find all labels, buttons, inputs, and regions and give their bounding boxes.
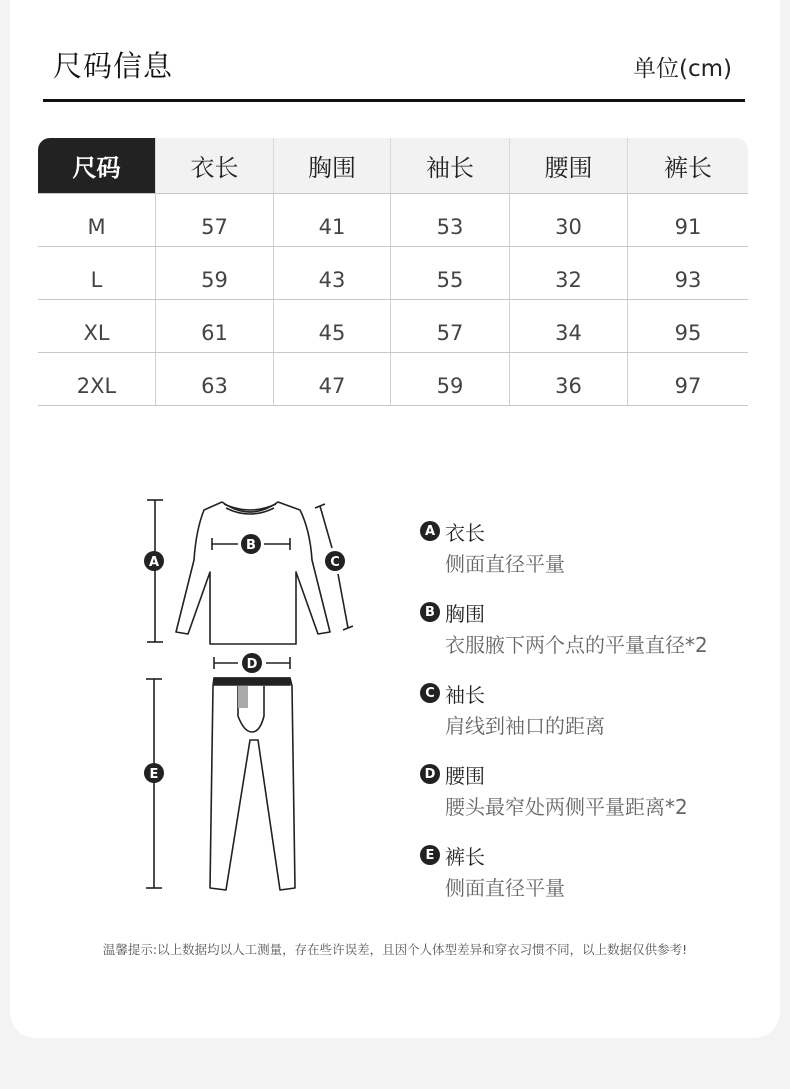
legend-title: 胸围 xyxy=(445,601,485,626)
table-cell: 36 xyxy=(510,353,628,405)
table-cell: 91 xyxy=(674,215,702,239)
svg-text:D: D xyxy=(246,657,258,672)
table-cell: 93 xyxy=(674,268,702,292)
table-cell: 61 xyxy=(156,300,274,352)
table-cell: 41 xyxy=(274,194,391,246)
svg-text:A: A xyxy=(148,555,160,570)
table-cell: 30 xyxy=(510,194,628,246)
table-cell: 95 xyxy=(674,321,702,345)
legend-item xyxy=(420,599,760,658)
legend-description: 腰头最窄处两侧平量距离*2 xyxy=(445,795,688,819)
table-cell: XL xyxy=(38,300,156,352)
legend-description: 侧面直径平量 xyxy=(445,876,565,900)
table-cell: 45 xyxy=(274,300,391,352)
pants-outline xyxy=(210,678,295,890)
legend-title: 腰围 xyxy=(445,763,485,788)
legend-item xyxy=(420,680,760,739)
badge-e-icon: E xyxy=(420,845,440,865)
badge-a-icon: A xyxy=(420,521,440,541)
svg-text:E: E xyxy=(149,767,159,782)
table-cell: 43 xyxy=(274,247,391,299)
garment-measurement-diagram xyxy=(130,490,370,900)
shirt-outline xyxy=(176,502,330,644)
table-cell: 59 xyxy=(391,353,510,405)
header-chest: 胸围 xyxy=(274,138,391,193)
table-row xyxy=(38,246,748,299)
table-row xyxy=(38,299,748,352)
header-size: 尺码 xyxy=(38,138,156,193)
legend-description: 肩线到袖口的距离 xyxy=(445,714,605,738)
header-length: 衣长 xyxy=(156,138,274,193)
legend-title: 袖长 xyxy=(445,682,485,707)
svg-text:B: B xyxy=(246,538,256,553)
legend-item xyxy=(420,761,760,820)
table-cell: 47 xyxy=(274,353,391,405)
unit-label: 单位(cm) xyxy=(633,56,732,82)
header-sleeve: 袖长 xyxy=(391,138,510,193)
title-divider xyxy=(43,99,745,102)
size-table xyxy=(38,138,748,406)
legend-title: 衣长 xyxy=(445,520,485,545)
legend-description: 侧面直径平量 xyxy=(445,552,565,576)
disclaimer-note: 温馨提示:以上数据均以人工测量，存在些许误差，且因个人体型差异和穿衣习惯不同，以上数据仅供参考! xyxy=(102,942,688,957)
legend-description: 衣服腋下两个点的平量直径*2 xyxy=(445,633,708,657)
table-cell: 32 xyxy=(510,247,628,299)
svg-text:C: C xyxy=(330,555,340,570)
badge-b-icon xyxy=(241,534,261,554)
page-title: 尺码信息 xyxy=(53,49,174,83)
table-cell: 57 xyxy=(156,194,274,246)
measurement-legend xyxy=(420,518,760,923)
table-cell: L xyxy=(38,247,156,299)
legend-item xyxy=(420,518,760,577)
header-waist: 腰围 xyxy=(510,138,628,193)
table-header-row xyxy=(38,138,748,193)
badge-e-icon xyxy=(144,763,164,783)
table-cell: 59 xyxy=(156,247,274,299)
table-cell: 97 xyxy=(674,374,702,398)
table-cell: 2XL xyxy=(38,353,156,405)
table-cell: 53 xyxy=(391,194,510,246)
header-pants-length: 裤长 xyxy=(664,154,712,182)
badge-d-icon: D xyxy=(420,764,440,784)
table-cell: 55 xyxy=(391,247,510,299)
table-row xyxy=(38,193,748,246)
legend-item xyxy=(420,842,760,901)
badge-d-icon xyxy=(242,653,262,673)
legend-title: 裤长 xyxy=(445,844,485,869)
table-cell: 57 xyxy=(391,300,510,352)
table-cell: M xyxy=(38,194,156,246)
badge-c-icon: C xyxy=(420,683,440,703)
table-row xyxy=(38,352,748,406)
badge-c-icon xyxy=(325,551,345,571)
badge-a-icon xyxy=(144,551,164,571)
badge-b-icon: B xyxy=(420,602,440,622)
table-cell: 34 xyxy=(510,300,628,352)
table-cell: 63 xyxy=(156,353,274,405)
